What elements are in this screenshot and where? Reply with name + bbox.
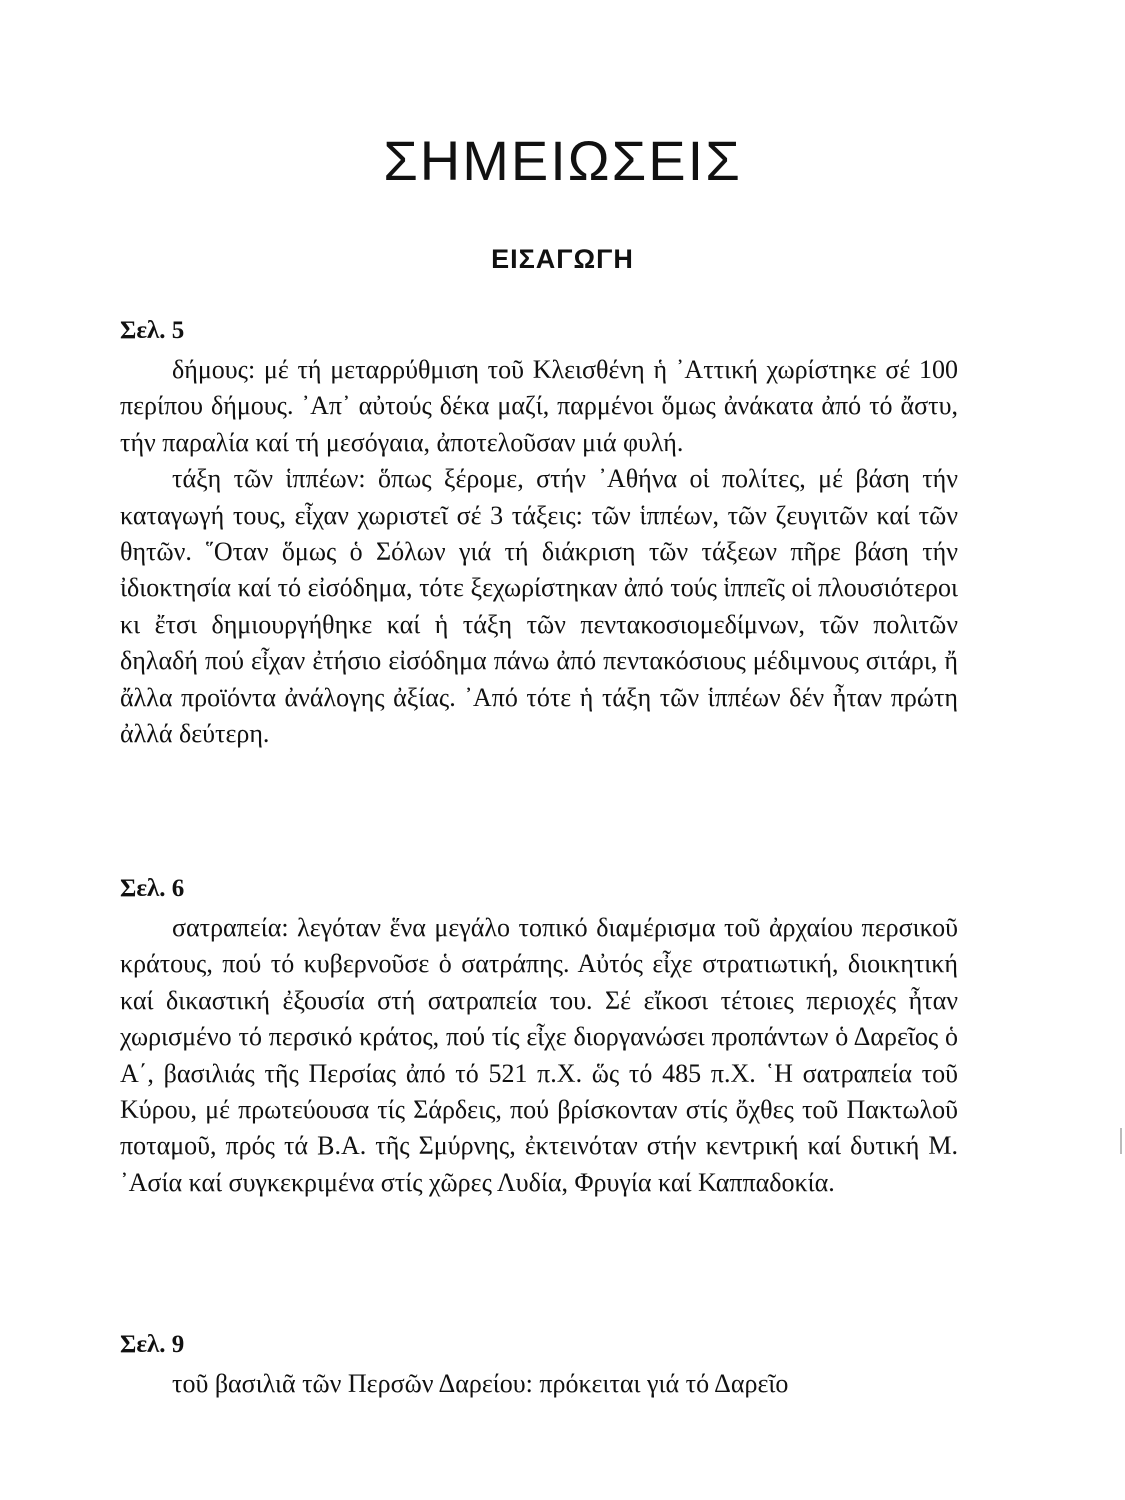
note-heading: Σελ. 6: [120, 875, 185, 902]
section-title: ΕΙΣΑΓΩΓΗ: [491, 244, 634, 274]
note-paragraph: δήμους: μέ τή μεταρρύθμιση τοῦ Κλεισθένη ἡ ᾿Αττική χωρίστηκε σέ 100 περίπου δήμους. ᾿Απ᾿ αὐτούς δέκα μαζί, παρμένοι ὅμως ἀνάκατα ἀπό τό ἄστυ, τήν παραλία καί τή μεσόγαια, ἀποτελοῦσαν μιά φυλή.: [120, 355, 958, 457]
note-heading: Σελ. 9: [120, 1331, 185, 1358]
note-page-9: [120, 1328, 958, 1402]
note-page-5: [120, 314, 958, 752]
note-page-6: [120, 872, 958, 1201]
note-heading: Σελ. 5: [120, 317, 185, 344]
page-title: ΣΗΜΕΙΩΣΕΙΣ: [383, 129, 742, 192]
note-paragraph: σατραπεία: λεγόταν ἕνα μεγάλο τοπικό διαμέρισμα τοῦ ἀρχαίου περσικοῦ κράτους, πού τό κυβερνοῦσε ὁ σατράπης. Αὐτός εἶχε στρατιωτική, διοικητική καί δικαστική ἐξουσία στή σατραπεία του. Σέ εἴκοσι τέτοιες περιοχές ἦταν χωρισμένο τό περσικό κράτος, πού τίς εἶχε διοργανώσει προπάντων ὁ Δαρεῖος ὁ Α΄, βασιλιάς τῆς Περσίας ἀπό τό 521 π.Χ. ὥς τό 485 π.Χ. ῾Η σατραπεία τοῦ Κύρου, μέ πρωτεύουσα τίς Σάρδεις, πού βρίσκονταν στίς ὄχθες τοῦ Πακτωλοῦ ποταμοῦ, πρός τά Β.Α. τῆς Σμύρνης, ἐκτεινόταν στήν κεντρική καί δυτική Μ. ᾿Ασία καί συγκεκριμένα στίς χῶρες Λυδία, Φρυγία καί Καππαδοκία.: [120, 913, 958, 1197]
note-paragraph: τάξη τῶν ἱππέων: ὅπως ξέρομε, στήν ᾿Αθήνα οἱ πολίτες, μέ βάση τήν καταγωγή τους, εἶχαν χωριστεῖ σέ 3 τάξεις: τῶν ἱππέων, τῶν ζευγιτῶν καί τῶν θητῶν. ῞Οταν ὅμως ὁ Σόλων γιά τή διάκριση τῶν τάξεων πῆρε βάση τήν ἰδιοκτησία καί τό εἰσόδημα, τότε ξεχωρίστηκαν ἀπό τούς ἱππεῖς οἱ πλουσιότεροι κι ἔτσι δημιουργήθηκε καί ἡ τάξη τῶν πεντακοσιομεδίμνων, τῶν πολιτῶν δηλαδή πού εἶχαν ἐτήσιο εἰσόδημα πάνω ἀπό πεντακόσιους μέδιμνους σιτάρι, ἤ ἄλλα προϊόντα ἀνάλογης ἀξίας. ᾿Από τότε ἡ τάξη τῶν ἱππέων δέν ἦταν πρώτη ἀλλά δεύτερη.: [120, 464, 958, 749]
note-paragraph: τοῦ βασιλιᾶ τῶν Περσῶν Δαρείου: πρόκειται γιά τό Δαρεῖο: [172, 1369, 789, 1398]
scan-edge-mark: [1120, 1128, 1122, 1154]
